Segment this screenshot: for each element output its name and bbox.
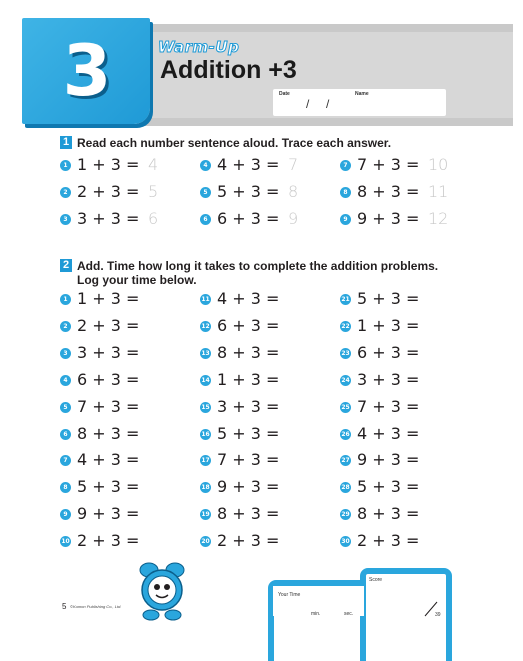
date-label: Date	[279, 91, 290, 97]
answer-blank[interactable]	[288, 345, 322, 363]
problem-expression: 3 + 3 =	[77, 209, 140, 228]
section2-instruction-line1: Add. Time how long it takes to complete the addition problems.	[77, 259, 439, 273]
problem-expression: 1 + 3 =	[77, 289, 140, 308]
page-title: Addition +3	[160, 56, 297, 84]
problem-number: 2	[60, 321, 71, 332]
problem-number: 1	[60, 294, 71, 305]
problem-number: 8	[340, 187, 351, 198]
answer-blank[interactable]	[428, 345, 462, 363]
date-name-box	[273, 89, 446, 116]
answer-blank[interactable]	[428, 533, 462, 551]
traced-answer[interactable]: 11	[428, 182, 449, 201]
traced-answer[interactable]: 10	[428, 155, 449, 174]
your-time-label: Your Time	[278, 592, 301, 598]
problem-expression: 5 + 3 =	[357, 477, 420, 497]
traced-answer[interactable]: 4	[148, 155, 159, 174]
answer-blank[interactable]	[148, 345, 182, 363]
problem-expression: 9 + 3 =	[357, 450, 420, 470]
problem-expression: 2 + 3 =	[77, 531, 140, 551]
problem-number: 15	[201, 403, 210, 411]
problem-expression: 6 + 3 =	[357, 342, 420, 362]
problem-expression: 8 + 3 =	[357, 504, 420, 524]
problem-expression: 5 + 3 =	[357, 289, 420, 308]
section2-heading	[60, 259, 438, 287]
problem-number: 4	[200, 160, 211, 171]
problem-expression: 7 + 3 =	[357, 396, 420, 416]
name-label: Name	[355, 91, 369, 97]
problem-number: 28	[341, 484, 350, 492]
traced-answer[interactable]: 8	[288, 182, 299, 201]
answer-blank[interactable]	[288, 533, 322, 551]
answer-blank[interactable]	[428, 318, 462, 336]
answer-blank[interactable]	[148, 426, 182, 444]
sec-label: sec.	[344, 611, 354, 617]
answer-blank[interactable]	[148, 291, 182, 309]
problem-expression: 9 + 3 =	[77, 504, 140, 524]
problem-number: 26	[341, 430, 350, 438]
problem-number: 22	[341, 322, 350, 330]
problem-expression: 3 + 3 =	[357, 369, 420, 389]
problem-expression: 3 + 3 =	[77, 342, 140, 362]
problem-expression: 2 + 3 =	[77, 315, 140, 335]
traced-answer[interactable]: 5	[148, 182, 159, 201]
copyright: ©Kumon Publishing Co., Ltd.	[70, 604, 122, 609]
problem-expression: 2 + 3 =	[77, 182, 140, 201]
problem-expression: 7 + 3 =	[357, 155, 420, 174]
traced-answer[interactable]: 6	[148, 209, 159, 228]
answer-blank[interactable]	[288, 372, 322, 390]
answer-blank[interactable]	[288, 452, 322, 470]
score-total: 39	[435, 612, 441, 618]
problem-number: 5	[200, 187, 211, 198]
problem-number: 16	[201, 430, 210, 438]
problem-number: 20	[201, 538, 210, 546]
problem-number: 25	[341, 403, 350, 411]
traced-answer[interactable]: 12	[428, 209, 449, 228]
problem-number: 24	[341, 376, 350, 384]
problem-number: 19	[201, 511, 210, 519]
problem-expression: 8 + 3 =	[77, 423, 140, 443]
problem-number: 10	[61, 538, 70, 546]
problem-expression: 9 + 3 =	[357, 209, 420, 228]
problem-number: 8	[60, 482, 71, 493]
problem-expression: 7 + 3 =	[217, 450, 280, 470]
answer-blank[interactable]	[428, 291, 462, 309]
problem-number: 4	[60, 375, 71, 386]
problem-number: 2	[60, 187, 71, 198]
problem-number: 30	[341, 538, 350, 546]
answer-blank[interactable]	[428, 426, 462, 444]
problem-expression: 4 + 3 =	[217, 155, 280, 174]
section2-badge: 2	[60, 259, 72, 272]
problem-expression: 1 + 3 =	[357, 315, 420, 335]
problem-number: 1	[60, 160, 71, 171]
answer-blank[interactable]	[288, 479, 322, 497]
problem-expression: 5 + 3 =	[217, 423, 280, 443]
problem-expression: 3 + 3 =	[217, 396, 280, 416]
problem-expression: 1 + 3 =	[217, 369, 280, 389]
section1-badge: 1	[60, 136, 72, 149]
answer-blank[interactable]	[428, 479, 462, 497]
answer-blank[interactable]	[148, 533, 182, 551]
problem-number: 6	[60, 429, 71, 440]
problem-number: 12	[201, 322, 210, 330]
score-label: Score	[369, 577, 383, 583]
section1-instruction: Read each number sentence aloud. Trace each answer.	[77, 136, 392, 150]
answer-blank[interactable]	[288, 426, 322, 444]
problem-expression: 8 + 3 =	[217, 504, 280, 524]
problem-expression: 4 + 3 =	[217, 289, 280, 308]
problem-number: 14	[201, 376, 210, 384]
answer-blank[interactable]	[148, 479, 182, 497]
problem-number: 21	[341, 296, 350, 303]
problem-expression: 8 + 3 =	[217, 342, 280, 362]
problem-expression: 5 + 3 =	[217, 182, 280, 201]
problem-number: 5	[60, 402, 71, 413]
traced-answer[interactable]: 7	[288, 155, 299, 174]
answer-blank[interactable]	[428, 506, 462, 524]
answer-blank[interactable]	[428, 372, 462, 390]
problem-number: 9	[60, 509, 71, 520]
warmup-label: Warm-Up	[158, 38, 240, 56]
min-label: min.	[311, 611, 321, 617]
problem-number: 18	[201, 484, 210, 492]
problem-number: 9	[340, 214, 351, 225]
answer-blank[interactable]	[288, 506, 322, 524]
answer-blank[interactable]	[148, 399, 182, 417]
problem-number: 29	[341, 511, 350, 519]
problem-number: 7	[340, 160, 351, 171]
answer-blank[interactable]	[148, 372, 182, 390]
answer-blank[interactable]	[148, 318, 182, 336]
problem-expression: 8 + 3 =	[357, 182, 420, 201]
unit-number-badge	[22, 18, 150, 124]
problem-expression: 5 + 3 =	[77, 477, 140, 497]
answer-blank[interactable]	[288, 291, 322, 309]
problem-number: 13	[201, 349, 210, 357]
problem-expression: 6 + 3 =	[217, 209, 280, 228]
problem-number: 27	[341, 457, 350, 465]
problem-number: 11	[201, 296, 210, 303]
problem-expression: 6 + 3 =	[77, 369, 140, 389]
problem-expression: 2 + 3 =	[217, 531, 280, 551]
date-slash-2: /	[326, 97, 330, 111]
problem-number: 3	[60, 348, 71, 359]
date-slash-1: /	[306, 97, 310, 111]
section1-heading	[60, 136, 391, 150]
traced-answer[interactable]: 9	[288, 209, 299, 228]
problem-expression: 4 + 3 =	[357, 423, 420, 443]
answer-blank[interactable]	[148, 452, 182, 470]
page-number: 5	[62, 602, 67, 611]
section2-instruction-line2: Log your time below.	[77, 273, 197, 287]
problem-expression: 4 + 3 =	[77, 450, 140, 470]
problem-expression: 1 + 3 =	[77, 155, 140, 174]
unit-number: 3	[62, 30, 110, 112]
problem-number: 7	[60, 455, 71, 466]
problem-number: 17	[201, 457, 210, 465]
problem-expression: 9 + 3 =	[217, 477, 280, 497]
problem-expression: 2 + 3 =	[357, 531, 420, 551]
problem-expression: 6 + 3 =	[217, 315, 280, 335]
answer-blank[interactable]	[288, 399, 322, 417]
alarm-clock-mascot-icon	[136, 560, 188, 622]
problem-number: 3	[60, 214, 71, 225]
problem-expression: 7 + 3 =	[77, 396, 140, 416]
answer-blank[interactable]	[148, 506, 182, 524]
answer-blank[interactable]	[428, 399, 462, 417]
problem-number: 23	[341, 349, 350, 357]
answer-blank[interactable]	[428, 452, 462, 470]
problem-number: 6	[200, 214, 211, 225]
answer-blank[interactable]	[288, 318, 322, 336]
